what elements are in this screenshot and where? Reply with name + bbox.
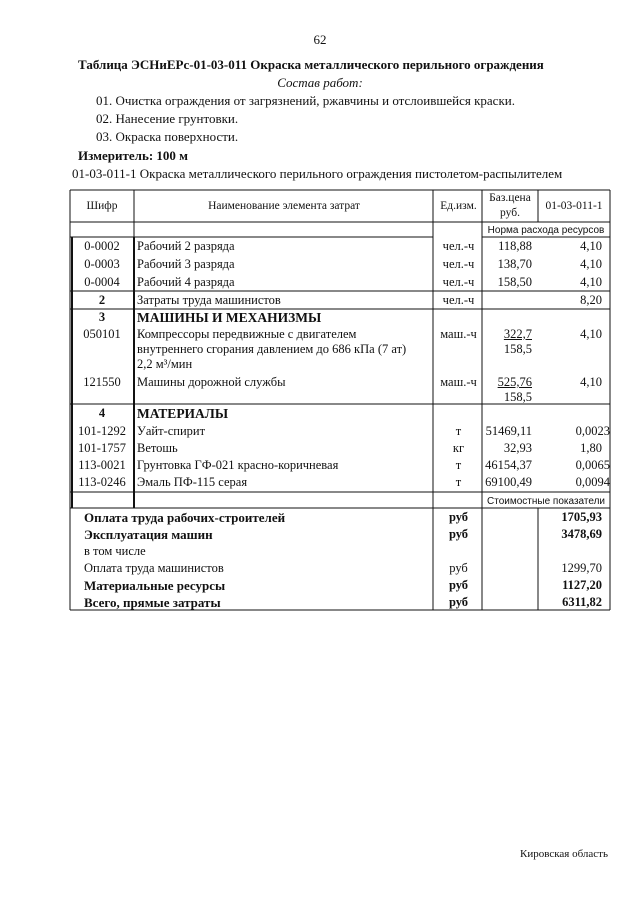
row-name: Ветошь bbox=[137, 441, 178, 455]
total-name: Оплата труда рабочих-строителей bbox=[84, 510, 286, 525]
row-code: 4 bbox=[98, 406, 106, 420]
total-value: 1705,93 bbox=[561, 510, 602, 524]
total-note: в том числе bbox=[84, 544, 146, 558]
row-unit: чел.-ч bbox=[442, 275, 475, 289]
row-name: Грунтовка ГФ-021 красно-коричневая bbox=[137, 458, 339, 472]
row-code: 050101 bbox=[83, 327, 121, 341]
row-norm: 0,0065 bbox=[575, 458, 610, 472]
row-unit: кг bbox=[452, 441, 465, 455]
footer-region: Кировская область bbox=[520, 848, 609, 860]
total-unit: руб bbox=[448, 595, 469, 609]
row-unit: маш.-ч bbox=[440, 327, 477, 341]
row-price: 322,7 bbox=[503, 327, 532, 341]
row-code: 0-0003 bbox=[84, 257, 120, 271]
header-name: Наименование элемента затрат bbox=[208, 200, 360, 212]
total-name: Эксплуатация машин bbox=[84, 527, 213, 542]
row-code: 121550 bbox=[83, 375, 121, 389]
row-name-line: 2,2 м³/мин bbox=[137, 357, 193, 371]
row-norm: 4,10 bbox=[580, 327, 602, 341]
section-title: МАШИНЫ И МЕХАНИЗМЫ bbox=[137, 310, 322, 325]
total-value: 3478,69 bbox=[561, 527, 602, 541]
row-name: Затраты труда машинистов bbox=[137, 293, 281, 307]
total-value: 1127,20 bbox=[562, 578, 602, 592]
row-norm: 4,10 bbox=[580, 257, 602, 271]
row-name-line: внутреннего сгорания давлением до 686 кПа (7 ат) bbox=[137, 342, 407, 356]
row-unit: чел.-ч bbox=[442, 239, 475, 253]
row-price: 118,88 bbox=[498, 239, 532, 253]
row-norm: 4,10 bbox=[580, 375, 602, 389]
section-title: МАТЕРИАЛЫ bbox=[137, 406, 229, 421]
total-value: 1299,70 bbox=[561, 561, 602, 575]
cost-caption: Стоимостные показатели bbox=[487, 496, 605, 507]
row-code: 0-0002 bbox=[84, 239, 120, 253]
row-unit: чел.-ч bbox=[442, 257, 475, 271]
row-unit: т bbox=[455, 424, 462, 438]
row-price-secondary: 158,5 bbox=[503, 390, 532, 404]
row-code: 113-0021 bbox=[78, 458, 126, 472]
header-norm-code: 01-03-011-1 bbox=[545, 200, 603, 212]
total-unit: руб bbox=[448, 510, 469, 524]
work-item: 01. Очистка ограждения от загрязнений, ржавчины и отслоившейся краски. bbox=[96, 93, 515, 108]
row-code: 101-1292 bbox=[78, 424, 126, 438]
header-code: Шифр bbox=[86, 200, 118, 212]
row-code: 0-0004 bbox=[84, 275, 120, 289]
header-price-unit: руб. bbox=[500, 207, 520, 219]
row-code: 3 bbox=[98, 310, 106, 324]
row-code: 113-0246 bbox=[78, 475, 126, 489]
row-unit: чел.-ч bbox=[442, 293, 475, 307]
row-name: Рабочий 3 разряда bbox=[137, 257, 235, 271]
norm-caption: Норма расхода ресурсов bbox=[487, 225, 605, 236]
row-name: Машины дорожной службы bbox=[137, 375, 286, 389]
total-name: Материальные ресурсы bbox=[84, 578, 226, 593]
row-norm: 0,0023 bbox=[575, 424, 610, 438]
row-unit: маш.-ч bbox=[440, 375, 477, 389]
total-unit: руб bbox=[448, 578, 469, 592]
row-price: 138,70 bbox=[497, 257, 532, 271]
work-item: 03. Окраска поверхности. bbox=[96, 129, 239, 144]
page-number: 62 bbox=[313, 32, 327, 47]
total-name: Оплата труда машинистов bbox=[84, 561, 224, 575]
row-norm: 1,80 bbox=[580, 441, 602, 455]
row-norm: 0,0094 bbox=[575, 475, 610, 489]
row-name: Рабочий 4 разряда bbox=[137, 275, 235, 289]
row-price: 158,50 bbox=[497, 275, 532, 289]
subtitle: 01-03-011-1 Окраска металлического перильного ограждения пистолетом-распылителем bbox=[72, 166, 563, 181]
row-price: 525,76 bbox=[497, 375, 532, 389]
composition-title: Состав работ: bbox=[277, 75, 363, 90]
header-unit: Ед.изм. bbox=[440, 200, 477, 212]
row-unit: т bbox=[455, 458, 462, 472]
row-name: Рабочий 2 разряда bbox=[137, 239, 235, 253]
header-price: Баз.цена bbox=[489, 192, 531, 204]
row-norm: 8,20 bbox=[580, 293, 602, 307]
row-unit: т bbox=[455, 475, 462, 489]
total-unit: руб bbox=[448, 527, 469, 541]
total-value: 6311,82 bbox=[562, 595, 602, 609]
row-norm: 4,10 bbox=[580, 275, 602, 289]
table-title: Таблица ЭСНиЕРс-01-03-011 Окраска металлического перильного ограждения bbox=[78, 57, 544, 72]
row-price-secondary: 158,5 bbox=[503, 342, 532, 356]
row-name: Эмаль ПФ-115 серая bbox=[137, 475, 248, 489]
total-name: Всего, прямые затраты bbox=[84, 595, 221, 610]
measure-unit: Измеритель: 100 м bbox=[78, 148, 189, 163]
row-name: Компрессоры передвижные с двигателем bbox=[137, 327, 357, 341]
work-item: 02. Нанесение грунтовки. bbox=[96, 111, 239, 126]
total-unit: руб bbox=[449, 561, 468, 575]
row-code: 101-1757 bbox=[78, 441, 126, 455]
row-name: Уайт-спирит bbox=[137, 424, 206, 438]
row-price: 51469,11 bbox=[485, 424, 532, 438]
row-price: 46154,37 bbox=[485, 458, 532, 472]
row-norm: 4,10 bbox=[580, 239, 602, 253]
row-price: 69100,49 bbox=[485, 475, 532, 489]
row-price: 32,93 bbox=[503, 441, 532, 455]
row-code: 2 bbox=[98, 293, 106, 307]
